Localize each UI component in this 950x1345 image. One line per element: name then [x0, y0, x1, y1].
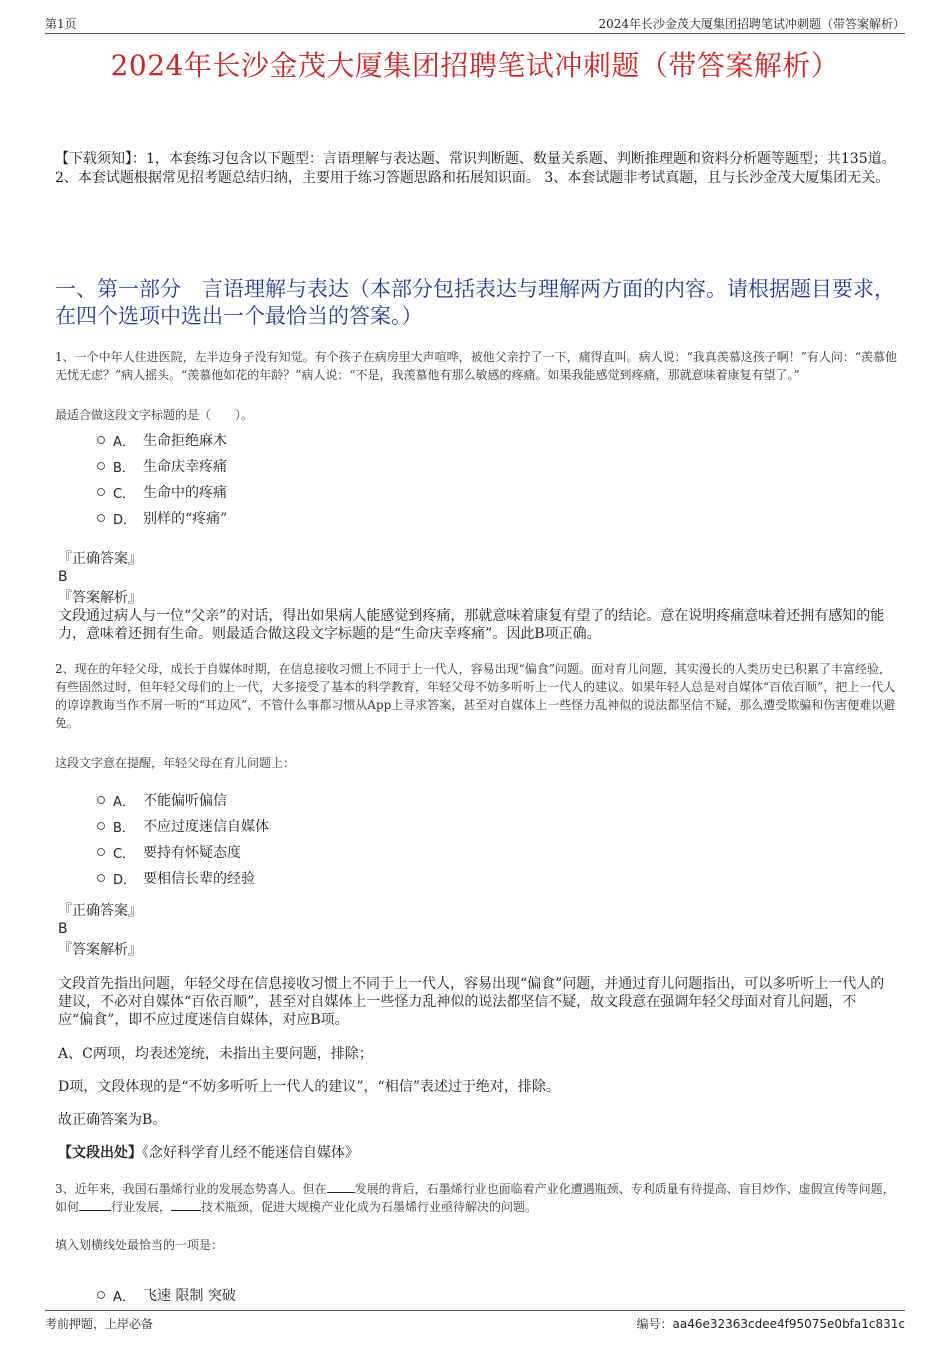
radio-icon[interactable] [97, 822, 105, 830]
q2-option-c[interactable]: C． 要持有怀疑态度 [97, 842, 241, 862]
q1-analysis: 文段通过病人与一位“父亲”的对话，得出如果病人能感觉到疼痛，那就意味着康复有望了的结论。意在说明疼痛意味着还拥有感知的能力，意味着还拥有生命。则最适合做这段文字标题的是“生命庆幸疼痛”。因此B项正确。 [58, 608, 885, 642]
radio-icon[interactable] [97, 488, 105, 496]
q1-text: 1、一个中年人住进医院，左半边身子没有知觉。有个孩子在病房里大声喧哗，被他父亲拧了一下，痛得直叫。病人说：“我真羡慕这孩子啊！”有人问：“羡慕他无忧无虑？”病人摇头。“羡慕他如花的年龄？”病人说：“不是，我羡慕他有那么敏感的疼痛。如果我能感觉到疼痛，那就意味着康复有望了。” [55, 350, 898, 382]
q3-blank-3 [171, 1198, 201, 1211]
footer-code: 编号：aa46e32363cdee4f95075e0bfa1c831c [636, 1317, 905, 1331]
radio-icon[interactable] [97, 436, 105, 444]
q2-analysis-label: 『答案解析』 [58, 942, 142, 958]
q1-answer: B [58, 569, 68, 585]
radio-icon[interactable] [97, 514, 105, 522]
header-doc-title: 2024年长沙金茂大厦集团招聘笔试冲刺题（带答案解析） [598, 17, 905, 31]
q3-prompt: 填入划横线处最恰当的一项是： [55, 1238, 224, 1252]
q2-source [58, 1144, 359, 1162]
radio-icon[interactable] [97, 462, 105, 470]
document-title: 2024年长沙金茂大厦集团招聘笔试冲刺题（带答案解析） [110, 49, 840, 82]
q1-analysis-label: 『答案解析』 [58, 590, 142, 606]
q3-text: 3、近年来，我国石墨烯行业的发展态势喜人。但在 发展的背后，石墨烯行业也面临着产业化遭遇瓶颈、专利质量有待提高、盲目炒作、虚假宣传等问题，如何 行业发展， 技术瓶颈，促进大规模产业化成为石墨烯行业亟待解决的问题。 [55, 1182, 895, 1214]
q2-text: 2、现在的年轻父母，成长于自媒体时期，在信息接收习惯上不同于上一代人，容易出现“偏食”问题。面对育儿问题，其实漫长的人类历史已积累了丰富经验，有些固然过时，但年轻父母们的上一代，大多接受了基本的科学教育，年轻父母不妨多听听上一代人的建议。如果年轻人总是对自媒体“百依百顺”，把上一代人的谆谆教诲当作不屑一听的“耳边风”，不管什么事都习惯从App上寻求答案，甚至对自媒体上一些怪力乱神似的说法都坚信不疑，那么遭受欺骗和伤害便难以避免。 [55, 662, 896, 730]
q3-blank-1 [327, 1180, 355, 1193]
header-divider [45, 33, 905, 34]
q2-option-b[interactable]: B． 不应过度迷信自媒体 [97, 816, 269, 836]
radio-icon[interactable] [97, 874, 105, 882]
q2-answer-label: 『正确答案』 [58, 903, 142, 919]
footer-slogan: 考前押题，上岸必备 [45, 1317, 154, 1331]
page-number: 第1页 [45, 17, 77, 31]
section-heading: 一、第一部分 言语理解与表达（本部分包括表达与理解两方面的内容。请根据题目要求，在四个选项中选出一个最恰当的答案。） [55, 277, 895, 328]
q2-source-title: 《念好科学育儿经不能迷信自媒体》 [142, 1145, 359, 1161]
q2-answer: B [58, 921, 68, 937]
q2-analysis-d: D项，文段体现的是“不妨多听听上一代人的建议”，“相信”表述过于绝对，排除。 [58, 1079, 560, 1095]
q1-answer-label: 『正确答案』 [58, 551, 142, 567]
q2-conclusion: 故正确答案为B。 [58, 1112, 167, 1128]
q2-analysis: 文段首先指出问题，年轻父母在信息接收习惯上不同于上一代人，容易出现“偏食”问题，并通过育儿问题指出，可以多听听上一代人的建议，不必对自媒体“百依百顺”，甚至对自媒体上一些怪力乱神似的说法都坚信不疑，故文段意在强调年轻父母面对育儿问题，不应“偏食”，即不应过度迷信自媒体，对应B项。 [58, 976, 885, 1028]
q1-prompt: 最适合做这段文字标题的是（ ）。 [55, 408, 254, 422]
q2-analysis-ac: A、C两项，均表述笼统，未指出主要问题，排除； [58, 1046, 373, 1062]
footer-divider [45, 1310, 905, 1311]
q3-option-a[interactable]: A． 飞速 限制 突破 [97, 1285, 236, 1305]
q2-source-label: 【文段出处】 [58, 1145, 142, 1161]
q1-option-b[interactable]: B． 生命庆幸疼痛 [97, 456, 227, 476]
radio-icon[interactable] [97, 1291, 105, 1299]
download-notice: 【下载须知】：1，本套练习包含以下题型：言语理解与表达题、常识判断题、数量关系题、判断推理题和资料分析题等题型；共135道。 2、本套试题根据常见招考题总结归纳，主要用于练习答题思路和拓展知识面。 3、本套试题非考试真题，且与长沙金茂大厦集团无关。 [55, 151, 896, 186]
q1-option-c[interactable]: C． 生命中的疼痛 [97, 482, 227, 502]
q1-option-a[interactable]: A． 生命拒绝麻木 [97, 430, 227, 450]
q3-blank-2 [79, 1198, 111, 1211]
q2-option-d[interactable]: D． 要相信长辈的经验 [97, 868, 255, 888]
q2-option-a[interactable]: A． 不能偏听偏信 [97, 790, 227, 810]
radio-icon[interactable] [97, 848, 105, 856]
radio-icon[interactable] [97, 796, 105, 804]
q2-prompt: 这段文字意在提醒，年轻父母在育儿问题上： [55, 756, 296, 770]
q1-option-d[interactable]: D． 别样的“疼痛” [97, 508, 227, 528]
